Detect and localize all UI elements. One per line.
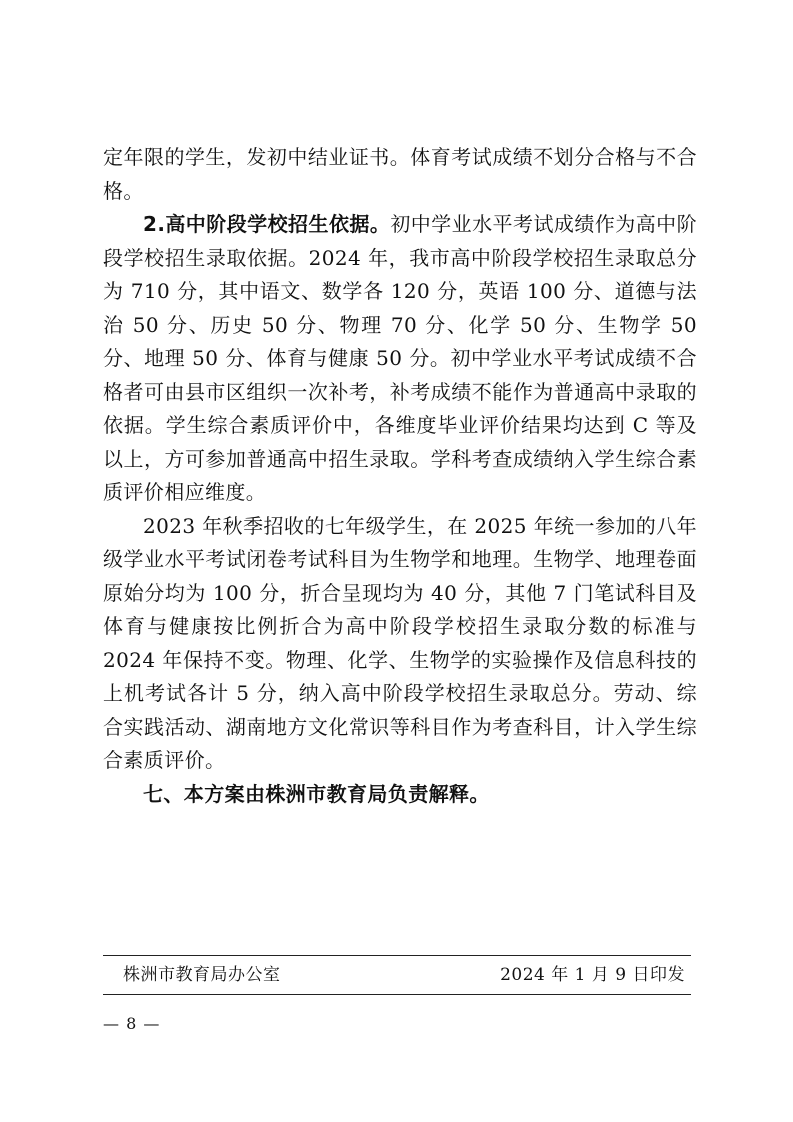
footer-bottom-rule [103, 994, 691, 995]
issue-date: 2024 年 1 月 9 日印发 [500, 965, 685, 985]
paragraph-3: 2023 年秋季招收的七年级学生，在 2025 年统一参加的八年级学业水平考试闭卷考试科目为生物学和地理。生物学、地理卷面原始分均为 100 分，折合呈现均为 40 分，其他 7 门笔试科目及体育与健康按比例折合为高中阶段学校招生录取分数的标准与 2024 年保持不变。物理、化学、生物学的实验操作及信息科技的上机考试各计 5 分，纳入高中阶段学校招生录取总分。劳动、综合实践活动、湖南地方文化常识等科目作为考查科目，计入学生综合素质评价。 [103, 513, 697, 772]
page-number: — 8 — [103, 1014, 161, 1033]
paragraph-1: 定年限的学生，发初中结业证书。体育考试成绩不划分合格与不合格。 [103, 145, 697, 203]
section-7-heading: 七、本方案由株洲市教育局负责解释。 [143, 781, 490, 806]
paragraph-2-heading: 2.高中阶段学校招生依据。 [143, 212, 391, 236]
footer-issuance-line [103, 960, 691, 985]
issuer-name: 株洲市教育局办公室 [123, 965, 281, 985]
document-body [103, 141, 697, 811]
paragraph-2-text: 初中学业水平考试成绩作为高中阶段学校招生录取依据。2024 年，我市高中阶段学校招生录取总分为 710 分，其中语文、数学各 120 分，英语 100 分、道德与法治 50 分、历史 50 分、物理 70 分、化学 50 分、生物学 50 分、地理 50 分、体育与健康 50 分。初中学业水平考试成绩不合格者可由县市区组织一次补考，补考成绩不能作为普通高中录取的依据。学生综合素质评价中，各维度毕业评价结果均达到 C 等及以上，方可参加普通高中招生录取。学科考查成绩纳入学生综合素质评价相应维度。 [103, 212, 698, 504]
footer-top-rule [103, 955, 691, 956]
paragraph-2 [103, 208, 697, 510]
